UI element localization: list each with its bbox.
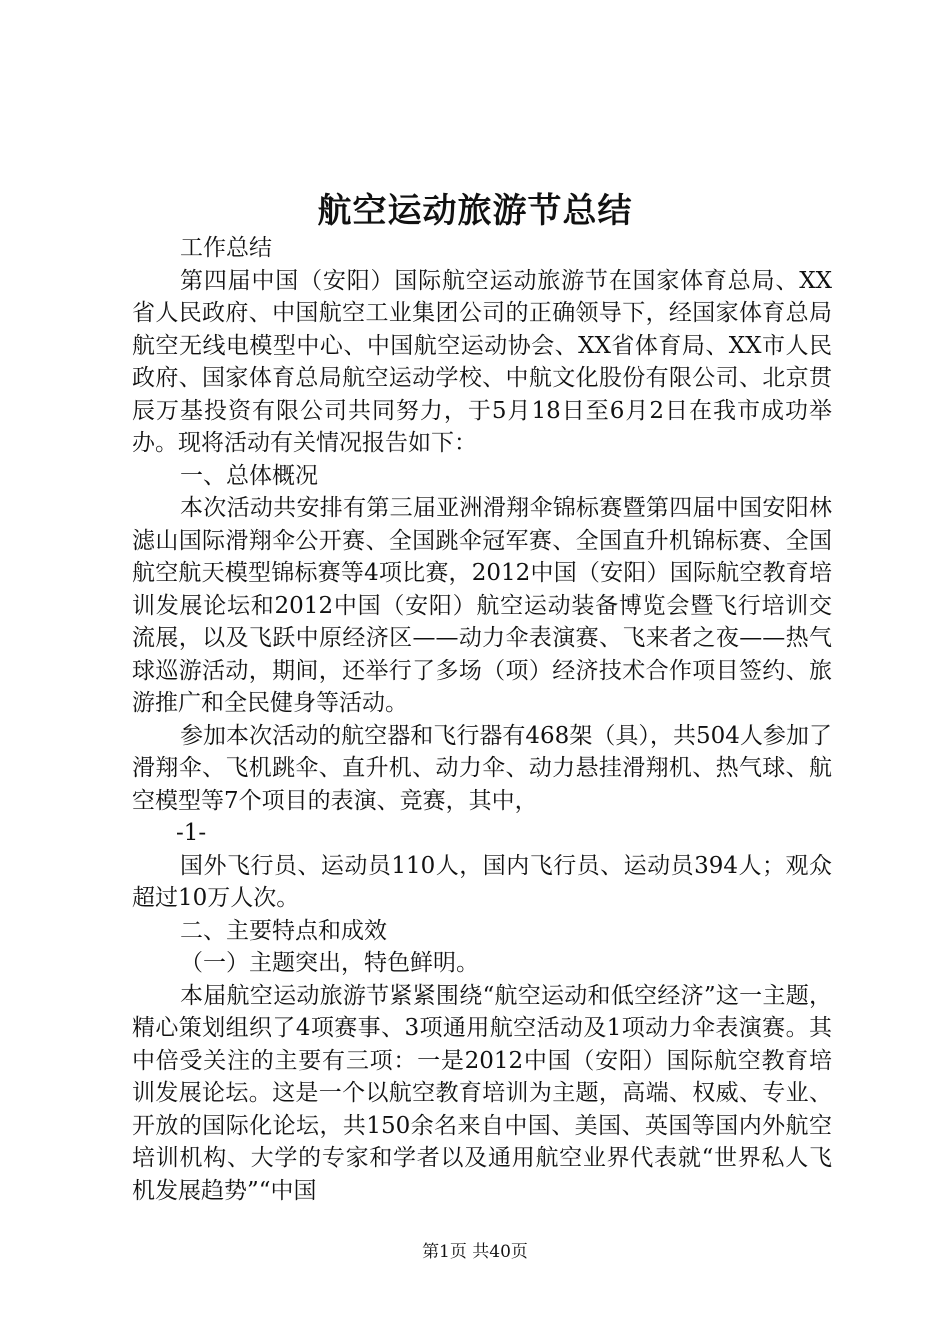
paragraph-activities: 本次活动共安排有第三届亚洲滑翔伞锦标赛暨第四届中国安阳林滤山国际滑翔伞公开赛、全国跳伞冠军赛、全国直升机锦标赛、全国航空航天模型锦标赛等4项比赛，2012中国（安阳）国际航空教育培训发展论坛和2012中国（安阳）航空运动装备博览会暨飞行培训交流展，以及飞跃中原经济区——动力伞表演赛、飞来者之夜——热气球巡游活动，期间，还举行了多场（项）经济技术合作项目签约、旅游推广和全民健身等活动。 <box>132 495 832 716</box>
page-footer: 第1页 共40页 <box>422 1242 528 1262</box>
paragraph-theme: 本届航空运动旅游节紧紧围绕“航空运动和低空经济”这一主题，精心策划组织了4项赛事、3项通用航空活动及1项动力伞表演赛。其中倍受关注的主要有三项：一是2012中国（安阳）国际航空教育培训发展论坛。这是一个以航空教育培训为主题，高端、权威、专业、开放的国际化论坛，共150余名来自中国、美国、英国等国内外航空培训机构、大学的专家和学者以及通用航空业界代表就“世界私人飞机发展趋势”“中国 <box>132 982 832 1204</box>
paragraph-intro: 第四届中国（安阳）国际航空运动旅游节在国家体育总局、XX省人民政府、中国航空工业集团公司的正确领导下，经国家体育总局航空无线电模型中心、中国航空运动协会、XX省体育局、XX市人民政府、国家体育总局航空运动学校、中航文化股份有限公司、北京贯辰万基投资有限公司共同努力，于5月18日至6月2日在我市成功举办。现将活动有关情况报告如下： <box>132 267 832 456</box>
paragraph-audience: 国外飞行员、运动员110人，国内飞行员、运动员394人；观众超过10万人次。 <box>132 852 832 911</box>
section-heading-overview: 一、总体概况 <box>180 462 318 489</box>
document-body <box>132 232 832 1207</box>
subsection-heading-theme: （一）主题突出，特色鲜明。 <box>180 950 479 976</box>
inline-page-marker: -1- <box>176 820 207 846</box>
section-heading-features: 二、主要特点和成效 <box>180 917 387 944</box>
document-title: 航空运动旅游节总结 <box>317 191 633 231</box>
paragraph-heading-work-summary: 工作总结 <box>180 235 272 261</box>
paragraph-participants: 参加本次活动的航空器和飞行器有468架（具），共504人参加了滑翔伞、飞机跳伞、直升机、动力伞、动力悬挂滑翔机、热气球、航空模型等7个项目的表演、竞赛，其中， <box>132 722 832 814</box>
